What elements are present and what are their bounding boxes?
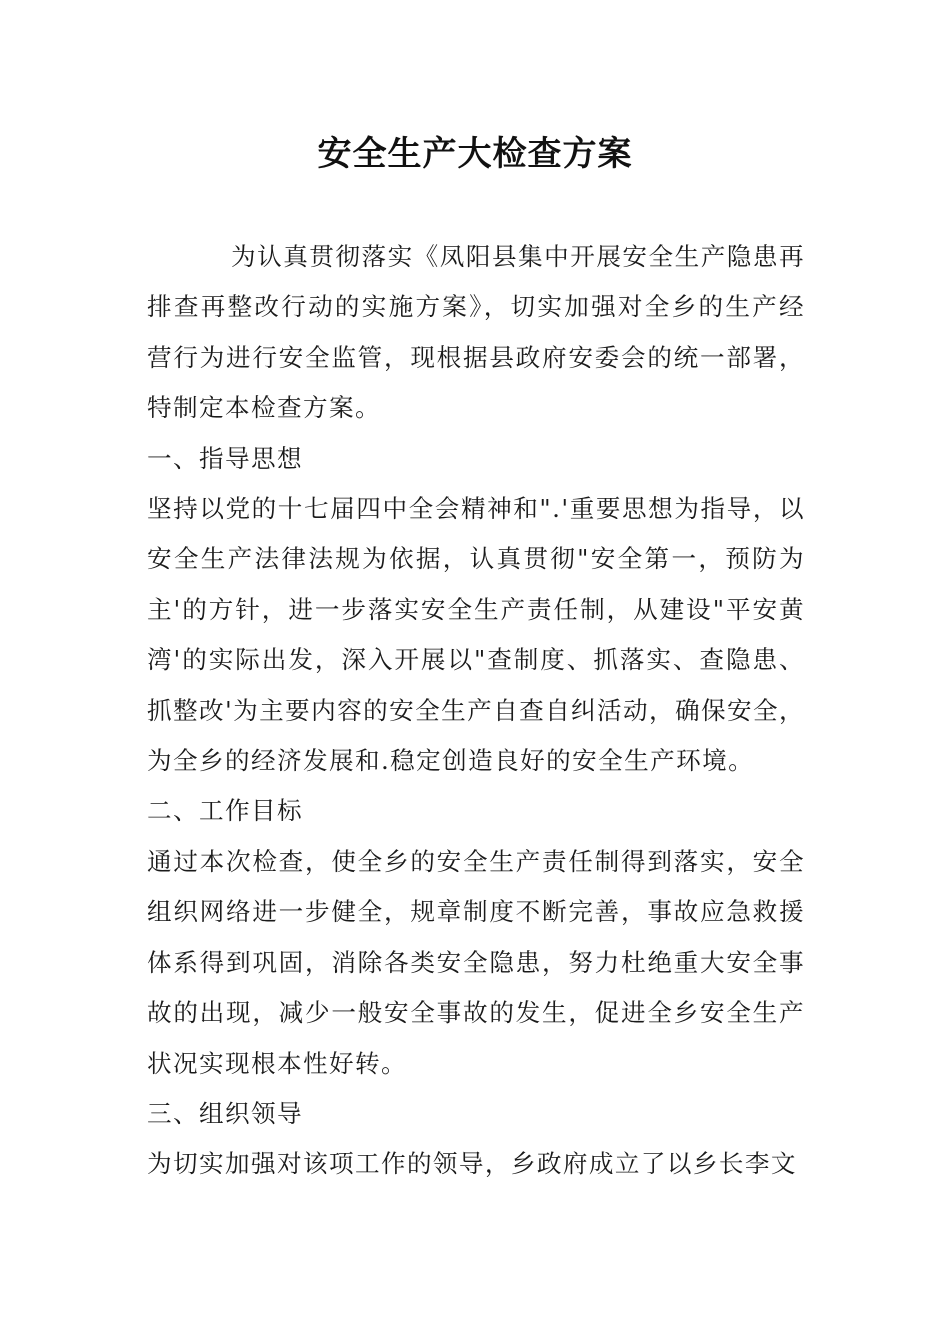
section-heading-work-goals: 二、工作目标 — [147, 796, 303, 826]
intro-paragraph: 为认真贯彻落实《凤阳县集中开展安全生产隐患再排查再整改行动的实施方案》，切实加强对全乡的生产经营行为进行安全监管，现根据县政府安委会的统一部署，特制定本检查方案。 — [147, 242, 805, 423]
organization-paragraph: 为切实加强对该项工作的领导，乡政府成立了以乡长李文 — [147, 1149, 797, 1179]
section-heading-organization: 三、组织领导 — [147, 1098, 303, 1128]
document-title: 安全生产大检查方案 — [317, 134, 633, 174]
work-goals-paragraph: 通过本次检查，使全乡的安全生产责任制得到落实，安全组织网络进一步健全，规章制度不断完善，事故应急救援体系得到巩固，消除各类安全隐患，努力杜绝重大安全事故的出现，减少一般安全事故的发生，促进全乡安全生产状况实现根本性好转。 — [147, 846, 805, 1078]
guiding-ideology-paragraph: 坚持以党的十七届四中全会精神和".'重要思想为指导，以安全生产法律法规为依据，认真贯彻"安全第一，预防为主'的方针，进一步落实安全生产责任制，从建设"平安黄湾'的实际出发，深入开展以"查制度、抓落实、查隐患、抓整改'为主要内容的安全生产自查自纠活动，确保安全，为全乡的经济发展和.稳定创造良好的安全生产环境。 — [147, 494, 806, 776]
document-body — [147, 232, 805, 1190]
section-heading-guiding-ideology: 一、指导思想 — [147, 443, 303, 473]
